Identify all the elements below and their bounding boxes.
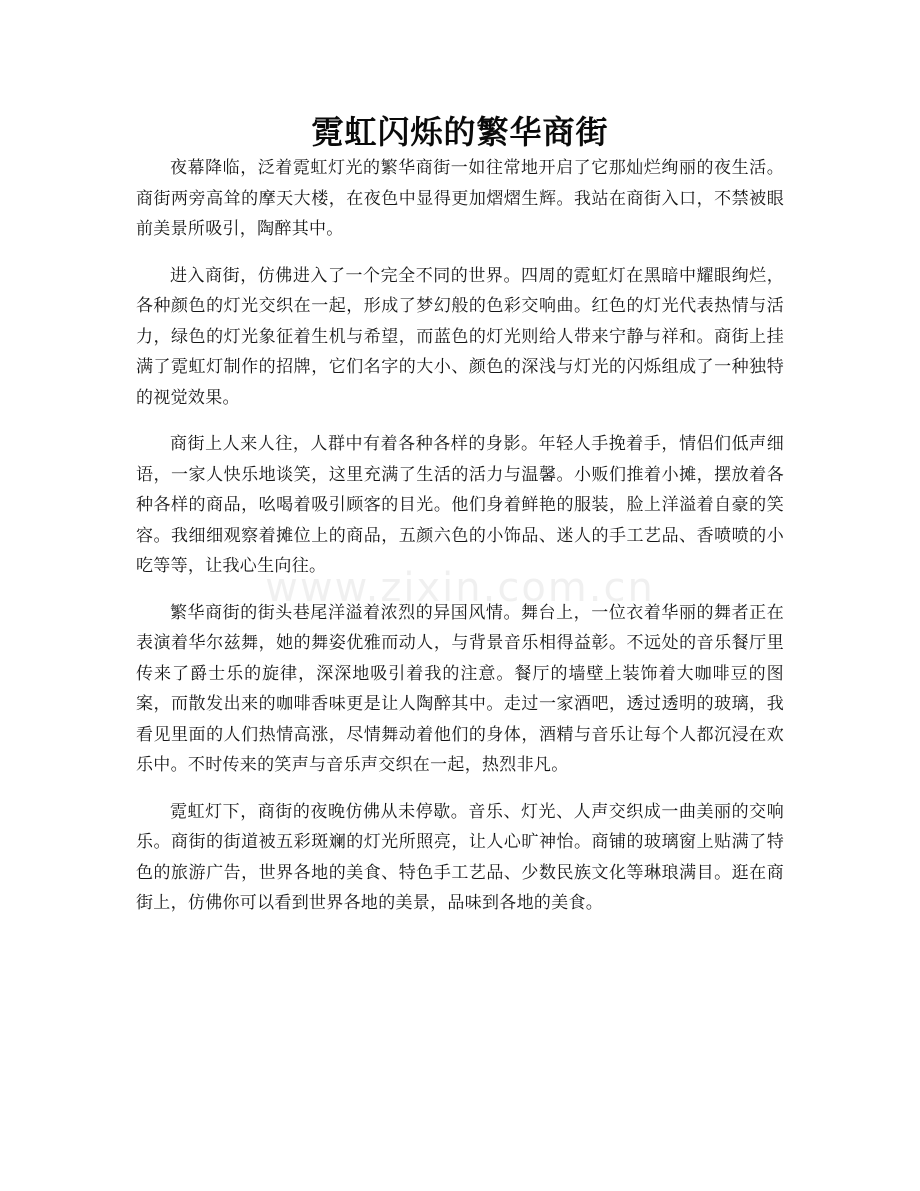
document-title: 霓虹闪烁的繁华商街 xyxy=(311,113,609,151)
watermark: www.zixin.com.cn xyxy=(265,565,655,611)
paragraph-1: 夜幕降临，泛着霓虹灯光的繁华商街一如往常地开启了它那灿烂绚丽的夜生活。商街两旁高耸的摩天大楼，在夜色中显得更加熠熠生辉。我站在商街入口，不禁被眼前美景所吸引，陶醉其中。 xyxy=(136,158,784,239)
paragraph-2: 进入商街，仿佛进入了一个完全不同的世界。四周的霓虹灯在黑暗中耀眼绚烂，各种颜色的灯光交织在一起，形成了梦幻般的色彩交响曲。红色的灯光代表热情与活力，绿色的灯光象征着生机与希望，而蓝色的灯光则给人带来宁静与祥和。商街上挂满了霓虹灯制作的招牌，它们名字的大小、颜色的深浅与灯光的闪烁组成了一种独特的视觉效果。 xyxy=(136,265,784,408)
paragraph-4: 繁华商街的街头巷尾洋溢着浓烈的异国风情。舞台上，一位衣着华丽的舞者正在表演着华尔兹舞，她的舞姿优雅而动人，与背景音乐相得益彰。不远处的音乐餐厅里传来了爵士乐的旋律，深深地吸引着我的注意。餐厅的墙壁上装饰着大咖啡豆的图案，而散发出来的咖啡香味更是让人陶醉其中。走过一家酒吧，透过透明的玻璃，我看见里面的人们热情高涨，尽情舞动着他们的身体，酒精与音乐让每个人都沉浸在欢乐中。不时传来的笑声与音乐声交织在一起，热烈非凡。 xyxy=(136,602,784,775)
paragraph-3: 商街上人来人往，人群中有着各种各样的身影。年轻人手挽着手，情侣们低声细语，一家人快乐地谈笑，这里充满了生活的活力与温馨。小贩们推着小摊，摆放着各种各样的商品，吆喝着吸引顾客的目光。他们身着鲜艳的服装，脸上洋溢着自豪的笑容。我细细观察着摊位上的商品，五颜六色的小饰品、迷人的手工艺品、香喷喷的小吃等等，让我心生向往。 xyxy=(136,434,784,576)
document-body xyxy=(136,153,784,935)
paragraph-5: 霓虹灯下，商街的夜晚仿佛从未停歇。音乐、灯光、人声交织成一曲美丽的交响乐。商街的街道被五彩斑斓的灯光所照亮，让人心旷神怡。商铺的玻璃窗上贴满了特色的旅游广告，世界各地的美食、特色手工艺品、少数民族文化等琳琅满目。逛在商街上，仿佛你可以看到世界各地的美景，品味到各地的美食。 xyxy=(136,801,784,913)
